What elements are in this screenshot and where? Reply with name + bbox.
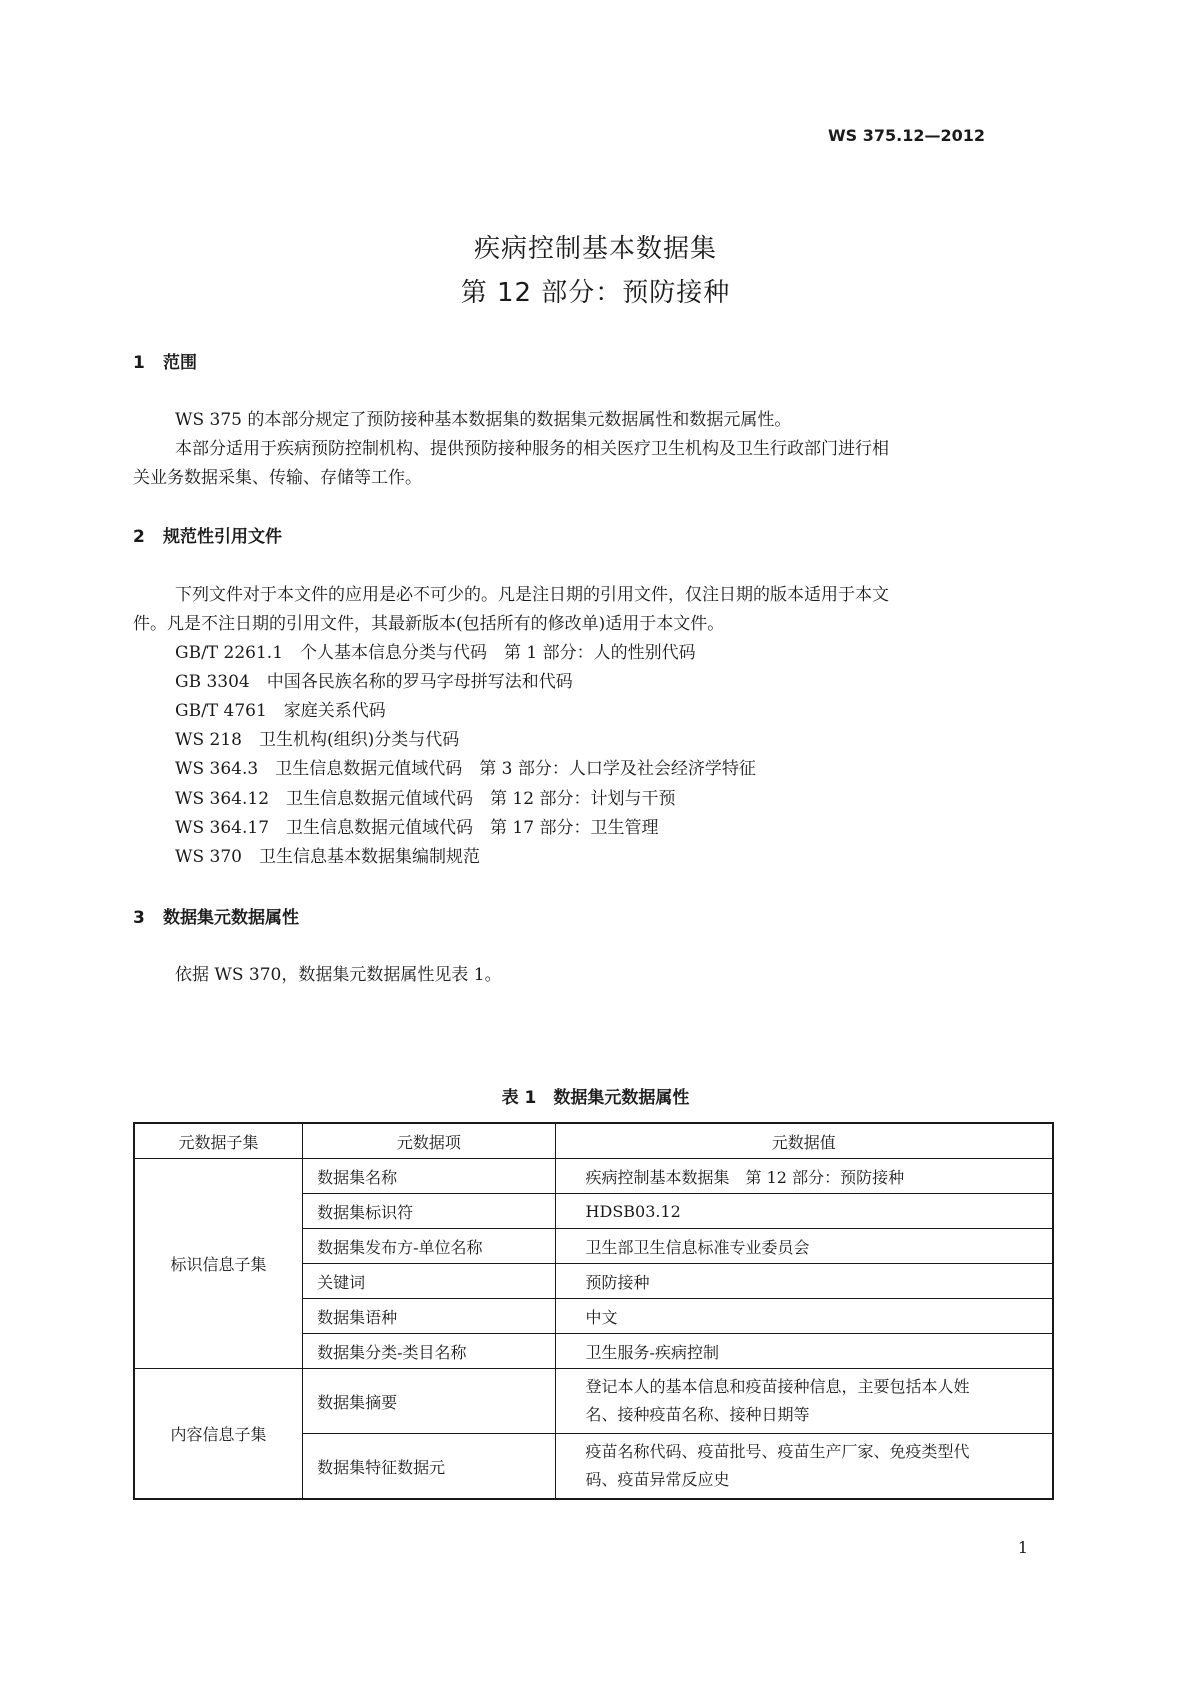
column-header: 元数据值 bbox=[555, 1123, 1053, 1159]
column-header: 元数据项 bbox=[303, 1123, 555, 1159]
table-row bbox=[134, 1159, 1053, 1194]
value-cell: 卫生部卫生信息标准专业委员会 bbox=[555, 1229, 1053, 1264]
page-number: 1 bbox=[1017, 1538, 1028, 1557]
value-cell: 中文 bbox=[555, 1299, 1053, 1334]
item-cell: 数据集特征数据元 bbox=[303, 1434, 555, 1500]
reference-item: GB/T 4761 家庭关系代码 bbox=[175, 701, 386, 721]
reference-item: GB 3304 中国各民族名称的罗马字母拼写法和代码 bbox=[175, 672, 573, 692]
item-cell: 关键词 bbox=[303, 1264, 555, 1299]
section-title: 范围 bbox=[163, 353, 197, 373]
references-paragraph-1-cont: 件。凡是不注日期的引用文件，其最新版本(包括所有的修改单)适用于本文件。 bbox=[133, 614, 725, 634]
section-3-heading bbox=[133, 903, 299, 928]
section-number: 2 bbox=[133, 527, 145, 547]
section-number: 1 bbox=[133, 353, 145, 373]
scope-paragraph-2-cont: 关业务数据采集、传输、存储等工作。 bbox=[133, 468, 422, 488]
reference-item: WS 370 卫生信息基本数据集编制规范 bbox=[175, 847, 480, 867]
reference-item: WS 218 卫生机构(组织)分类与代码 bbox=[175, 730, 460, 750]
section-number: 3 bbox=[133, 908, 145, 928]
metadata-table bbox=[133, 1122, 1054, 1500]
column-header: 元数据子集 bbox=[134, 1123, 303, 1159]
section-1-heading bbox=[133, 348, 197, 373]
item-cell: 数据集分类-类目名称 bbox=[303, 1334, 555, 1369]
subset-cell: 标识信息子集 bbox=[134, 1159, 303, 1369]
reference-item: GB/T 2261.1 个人基本信息分类与代码 第 1 部分：人的性别代码 bbox=[175, 643, 696, 663]
table-caption: 表 1 数据集元数据属性 bbox=[501, 1088, 690, 1108]
document-code: WS 375.12—2012 bbox=[827, 126, 985, 145]
reference-item: WS 364.3 卫生信息数据元值域代码 第 3 部分：人口学及社会经济学特征 bbox=[175, 759, 756, 779]
table-header-row bbox=[134, 1123, 1053, 1159]
item-cell: 数据集名称 bbox=[303, 1159, 555, 1194]
item-cell: 数据集发布方-单位名称 bbox=[303, 1229, 555, 1264]
section-2-heading bbox=[133, 522, 282, 547]
value-cell: 预防接种 bbox=[555, 1264, 1053, 1299]
value-cell bbox=[555, 1434, 1053, 1500]
scope-paragraph-1: WS 375 的本部分规定了预防接种基本数据集的数据集元数据属性和数据元属性。 bbox=[175, 410, 792, 430]
value-cell: 疾病控制基本数据集 第 12 部分：预防接种 bbox=[555, 1159, 1053, 1194]
item-cell: 数据集标识符 bbox=[303, 1194, 555, 1229]
metadata-intro-paragraph: 依据 WS 370，数据集元数据属性见表 1。 bbox=[175, 965, 502, 985]
document-subtitle: 第 12 部分：预防接种 bbox=[460, 278, 731, 308]
value-cell: HDSB03.12 bbox=[555, 1194, 1053, 1229]
references-paragraph-1: 下列文件对于本文件的应用是必不可少的。凡是注日期的引用文件，仅注日期的版本适用于本文 bbox=[175, 585, 889, 605]
value-cell bbox=[555, 1369, 1053, 1434]
value-cell: 卫生服务-疾病控制 bbox=[555, 1334, 1053, 1369]
value-line: 登记本人的基本信息和疫苗接种信息，主要包括本人姓 bbox=[585, 1377, 970, 1396]
scope-paragraph-2: 本部分适用于疾病预防控制机构、提供预防接种服务的相关医疗卫生机构及卫生行政部门进行相 bbox=[175, 439, 889, 459]
value-line-cont: 名、接种疫苗名称、接种日期等 bbox=[585, 1405, 810, 1424]
reference-item: WS 364.17 卫生信息数据元值域代码 第 17 部分：卫生管理 bbox=[175, 818, 659, 838]
value-line-cont: 码、疫苗异常反应史 bbox=[585, 1470, 730, 1489]
reference-item: WS 364.12 卫生信息数据元值域代码 第 12 部分：计划与干预 bbox=[175, 789, 676, 809]
section-title: 规范性引用文件 bbox=[163, 527, 282, 547]
table-row bbox=[134, 1369, 1053, 1434]
document-title: 疾病控制基本数据集 bbox=[473, 234, 717, 264]
subset-cell: 内容信息子集 bbox=[134, 1369, 303, 1500]
value-line: 疫苗名称代码、疫苗批号、疫苗生产厂家、免疫类型代 bbox=[585, 1442, 970, 1461]
item-cell: 数据集语种 bbox=[303, 1299, 555, 1334]
item-cell: 数据集摘要 bbox=[303, 1369, 555, 1434]
section-title: 数据集元数据属性 bbox=[163, 908, 299, 928]
